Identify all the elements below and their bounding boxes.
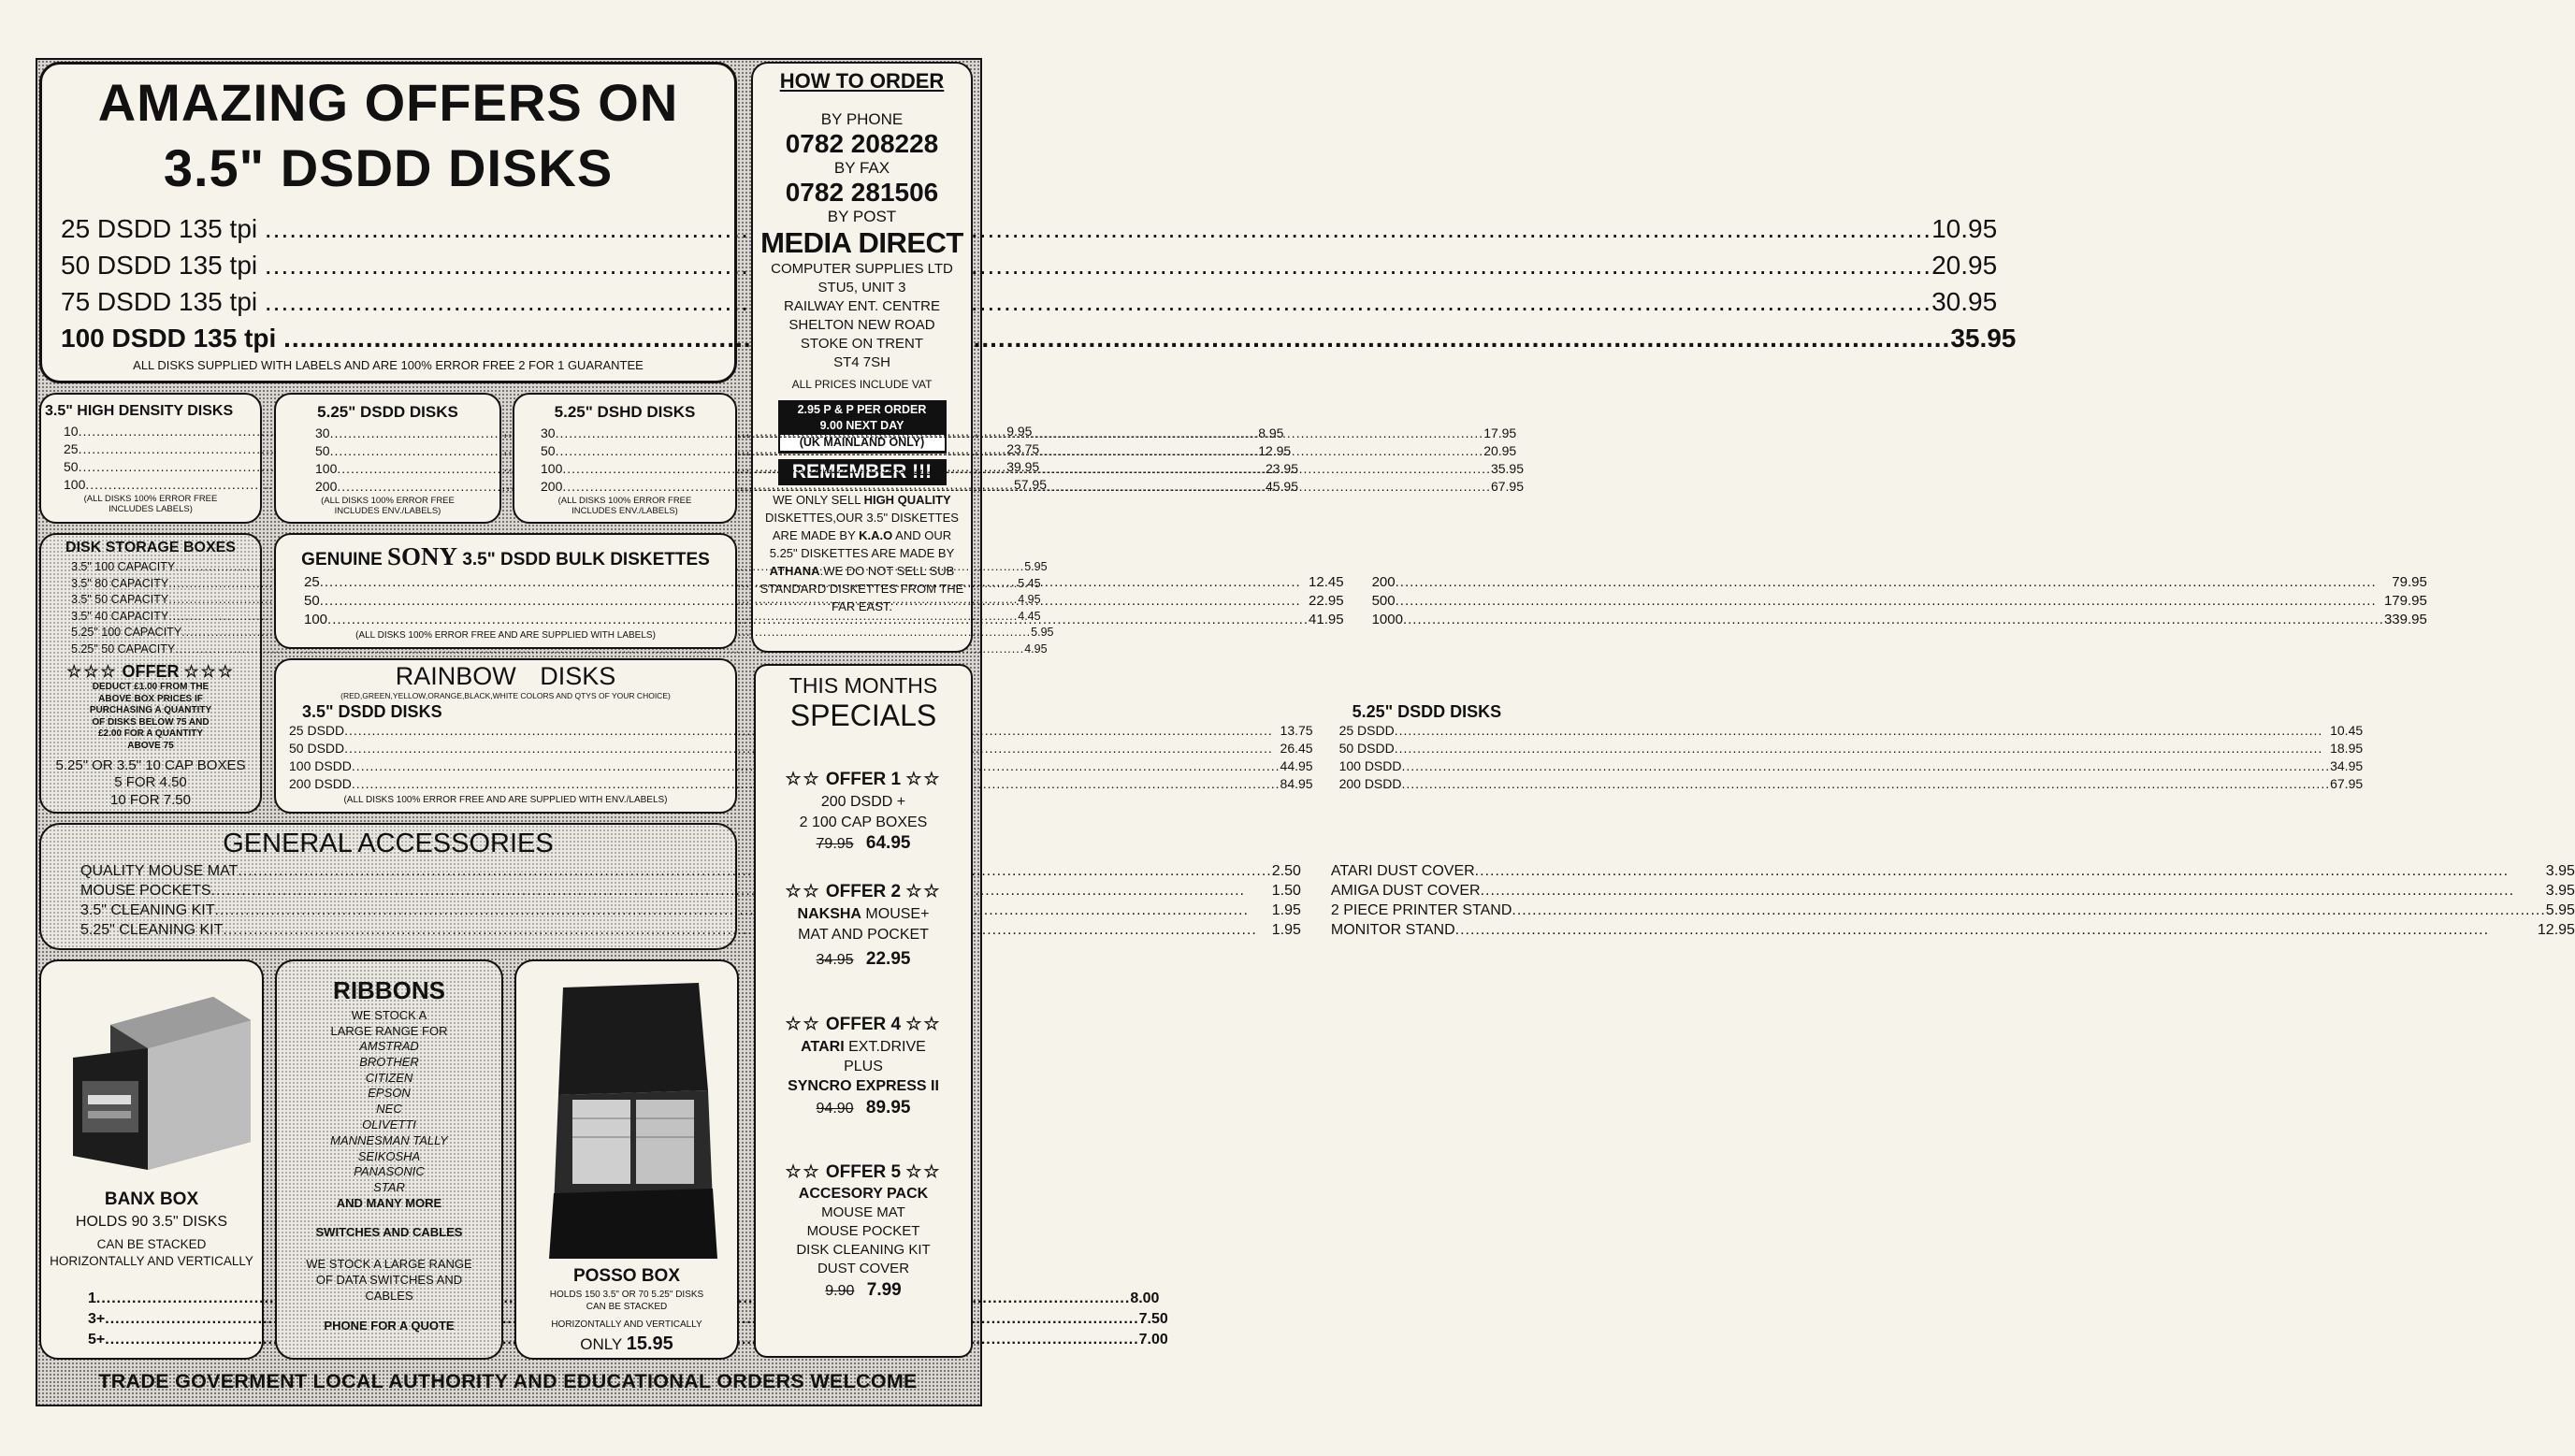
remember-text-bold: ATHANA (769, 564, 820, 578)
cap-boxes-prices (41, 773, 260, 809)
price: 1.95 (1271, 902, 1301, 918)
qty: 25 (304, 574, 320, 590)
offer-line: 2 100 CAP BOXES (799, 814, 928, 830)
price-row (80, 901, 1301, 920)
posso-line: HOLDS 150 3.5" OR 70 5.25" DISKS (549, 1290, 704, 1300)
old-price: 9.90 (825, 1283, 855, 1299)
specials-title1: THIS MONTHS (788, 673, 938, 698)
price: 4.95 (1024, 642, 1048, 656)
item: MOUSE POCKETS (80, 883, 211, 899)
price: 4.95 (1018, 593, 1041, 606)
old-price: 34.95 (816, 952, 854, 968)
price: 57.95 (1013, 477, 1048, 492)
qty: 50 (64, 459, 79, 474)
offer-line (756, 904, 971, 925)
ribbons-stock (277, 1256, 501, 1304)
item: ATARI DUST COVER (1330, 863, 1475, 879)
note-line: (ALL DISKS 100% ERROR FREE (321, 496, 455, 506)
offer-bold: NAKSHA (797, 906, 861, 922)
offer-rest: MOUSE+ (861, 906, 930, 922)
headline-item-label: 25 DSDD 135 tpi (61, 214, 258, 243)
address-line: STOKE ON TRENT (800, 336, 924, 352)
qty: 50 (541, 443, 556, 458)
item: 200 DSDD (1338, 776, 1402, 791)
company-name: MEDIA DIRECT (760, 226, 963, 259)
price: 5.45 (1018, 576, 1041, 590)
price: 7.50 (1138, 1311, 1168, 1327)
star-icon: ☆☆ (905, 1015, 942, 1034)
dshd525-title: 5.25" DSHD DISKS (554, 403, 696, 421)
offer-2 (756, 881, 971, 970)
item: MONITOR STAND (1330, 922, 1455, 938)
item: 5.25" CLEANING KIT (80, 922, 224, 938)
headline-item-price: 30.95 (1931, 287, 1998, 316)
price: 9.95 (1006, 424, 1033, 439)
remember-text-part: DISKETTES,OUR 3.5" DISKETTES ARE MADE BY (765, 511, 959, 542)
item: 3.5" CLEANING KIT (80, 902, 215, 918)
price-row (1339, 722, 2364, 740)
hd-disks-title: 3.5" HIGH DENSITY DISKS (45, 403, 234, 419)
item: 25 DSDD (1338, 723, 1395, 738)
price-row (1372, 592, 2427, 611)
price: 7.00 (1138, 1332, 1168, 1348)
price: 179.95 (2383, 593, 2427, 609)
sony-right-column (1372, 573, 2427, 629)
offer-line: 200 DSDD + (820, 794, 906, 810)
item: 50 DSDD (1338, 741, 1395, 756)
qty: 1000 (1371, 612, 1403, 627)
headline-item-label: 100 DSDD 135 tpi (61, 324, 277, 353)
price: 12.45 (1309, 574, 1344, 590)
by-phone-label: BY PHONE (820, 110, 904, 128)
price-row (1331, 920, 2575, 940)
qty: 50 (315, 443, 330, 458)
sony-title-part: GENUINE (301, 550, 383, 569)
price: 41.95 (1309, 612, 1344, 627)
rainbow-right-list (1339, 722, 2364, 793)
qty: 25 (64, 441, 79, 456)
offer-4-price (756, 1098, 971, 1118)
storage-title: DISK STORAGE BOXES (65, 540, 236, 555)
note-line: (ALL DISKS 100% ERROR FREE (557, 496, 692, 506)
price: 4.45 (1018, 609, 1041, 623)
address-line: COMPUTER SUPPLIES LTD (771, 261, 953, 277)
offer-line: DEDUCT £1.00 FROM THE (92, 682, 210, 692)
item: 5.25" 50 CAPACITY (71, 642, 176, 656)
offer-title: OFFER (122, 662, 180, 681)
price-row (1331, 861, 2575, 881)
posso-line: CAN BE STACKED (586, 1302, 668, 1312)
price: 1.50 (1271, 883, 1301, 899)
address-line: STU5, UNIT 3 (817, 280, 906, 296)
item: 3.5" 50 CAPACITY (71, 593, 169, 606)
price-row (1339, 775, 2364, 793)
price: 79.95 (2392, 574, 2427, 590)
offer-5 (756, 1161, 971, 1301)
price-row (1372, 573, 2427, 592)
remember-text-bold: HIGH QUALITY (863, 493, 951, 507)
remember-text-part: AND OUR 5.25" DISKETTES ARE MADE BY (769, 528, 955, 560)
cap-boxes-title: 5.25" OR 3.5" 10 CAP BOXES (55, 757, 246, 773)
qty: 1 (88, 1290, 96, 1306)
rainbow-right-column (1339, 702, 2364, 793)
by-fax-label: BY FAX (833, 159, 890, 177)
price: 22.95 (1309, 593, 1344, 609)
item: 3.5" 40 CAPACITY (71, 609, 169, 623)
offer-1-price (756, 833, 971, 854)
offer-4 (756, 1014, 971, 1118)
headline-item-price: 10.95 (1931, 214, 1998, 243)
new-price: 89.95 (865, 1098, 911, 1117)
posso-box (514, 959, 739, 1360)
item: 50 DSDD (289, 741, 345, 756)
price: 39.95 (1006, 459, 1040, 474)
stock-line: WE STOCK A LARGE RANGE (306, 1256, 472, 1271)
star-icon: ☆☆ (785, 770, 821, 789)
note-line: INCLUDES ENV./LABELS) (334, 506, 441, 516)
sony-note: (ALL DISKS 100% ERROR FREE AND ARE SUPPLIED WITH LABELS) (355, 630, 656, 641)
sony-brand: SONY (387, 542, 458, 570)
star-icon: ☆☆☆ (183, 662, 235, 681)
offer-2-lines (756, 904, 971, 945)
price: 10.45 (2330, 723, 2364, 738)
price: 20.95 (1483, 443, 1517, 458)
offer-title: OFFER 1 (825, 770, 902, 789)
price-row (304, 592, 1344, 611)
qty: 200 (315, 479, 338, 494)
pp-line: (UK MAINLAND ONLY) (780, 435, 945, 451)
brand: OLIVETTI (362, 1117, 416, 1132)
offer-bold: ATARI (801, 1039, 845, 1055)
address-line: SHELTON NEW ROAD (788, 317, 935, 333)
qty: 100 (315, 461, 338, 476)
price-row (1372, 611, 2427, 629)
ribbons-brands (277, 1039, 501, 1196)
accessories-right-column (1331, 861, 2575, 940)
dshd525-note (514, 496, 735, 516)
ribbons-more: AND MANY MORE (336, 1195, 442, 1210)
offer-4-heading (756, 1014, 971, 1035)
qty: 3+ (88, 1311, 106, 1327)
price: 44.95 (1280, 758, 1313, 773)
brand: CITIZEN (365, 1070, 413, 1085)
price-row (80, 920, 1301, 940)
note-line: INCLUDES ENV./LABELS) (571, 506, 678, 516)
qty: 200 (541, 479, 563, 494)
rainbow-right-title: 5.25" DSDD DISKS (1352, 702, 1502, 721)
offer-title: OFFER 2 (825, 882, 902, 901)
price: 8.95 (1258, 425, 1284, 440)
hd-disks-note (41, 494, 260, 514)
price-row (304, 611, 1344, 629)
banx-line: HORIZONTALLY AND VERTICALLY (50, 1254, 253, 1268)
star-icon: ☆☆☆ (66, 662, 118, 681)
note-line: INCLUDES LABELS) (108, 504, 193, 514)
price: 35.95 (1490, 461, 1525, 476)
star-icon: ☆☆ (785, 882, 821, 901)
offer-line: DISK CLEANING KIT (796, 1242, 931, 1258)
offer-line: MOUSE POCKET (806, 1223, 920, 1239)
offer-2-heading (756, 881, 971, 902)
ribbons-switches: SWITCHES AND CABLES (315, 1224, 463, 1239)
vat-note: ALL PRICES INCLUDE VAT (791, 378, 933, 391)
price-row (1331, 901, 2575, 920)
sony-left-column (304, 573, 1344, 629)
price: 2.50 (1271, 863, 1301, 879)
by-post-label: BY POST (827, 208, 897, 225)
address-line: ST4 7SH (833, 354, 890, 370)
price: 3.95 (2545, 883, 2575, 899)
remember-text-part: WE ONLY SELL (773, 493, 864, 507)
item: 3.5" 80 CAPACITY (71, 576, 169, 590)
offer-rest: EXT.DRIVE (844, 1039, 926, 1055)
old-price: 79.95 (816, 836, 854, 852)
banx-lines (41, 1236, 262, 1270)
qty: 30 (541, 425, 556, 440)
offer-bold-line: ACCESORY PACK (798, 1186, 929, 1202)
price: 23.75 (1006, 441, 1040, 456)
brand: SEIKOSHA (357, 1148, 421, 1163)
price: 339.95 (2383, 612, 2427, 627)
posso-title: POSSO BOX (572, 1266, 681, 1286)
sony-title-part: 3.5" DSDD BULK DISKETTES (462, 550, 710, 569)
storage-offer-heading (41, 662, 260, 682)
price: 26.45 (1280, 741, 1313, 756)
address-block (753, 260, 971, 372)
brand: STAR (373, 1180, 405, 1195)
qty: 100 (541, 461, 563, 476)
brand: MANNESMAN TALLY (330, 1132, 448, 1147)
price-row (80, 881, 1301, 901)
cap-line: 10 FOR 7.50 (110, 792, 191, 808)
offer-line: MAT AND POCKET (798, 927, 929, 943)
rainbow-left-title: 3.5" DSDD DISKS (302, 702, 442, 721)
sony-title (276, 542, 735, 571)
price: 5.95 (1031, 626, 1054, 639)
star-icon: ☆☆ (905, 1162, 942, 1182)
dsdd525-title: 5.25" DSDD DISKS (317, 403, 458, 421)
item: 200 DSDD (289, 776, 352, 791)
star-icon: ☆☆ (785, 1015, 821, 1034)
stock-line: CABLES (365, 1288, 413, 1303)
posso-price: 15.95 (626, 1333, 673, 1354)
headline-line1: AMAZING OFFERS ON (97, 73, 679, 132)
rainbow-subtitle: (RED,GREEN,YELLOW,ORANGE,BLACK,WHITE COLORS AND QTYS OF YOUR CHOICE) (340, 691, 671, 700)
headline-note: ALL DISKS SUPPLIED WITH LABELS AND ARE 100% ERROR FREE 2 FOR 1 GUARANTEE (133, 358, 644, 372)
dsdd525-note (276, 496, 499, 516)
price: 45.95 (1265, 479, 1299, 494)
offer-title: OFFER 4 (825, 1015, 902, 1034)
headline-item-price: 35.95 (1950, 324, 2017, 353)
posso-lines (516, 1289, 737, 1331)
price: 5.95 (2545, 902, 2575, 918)
item: 100 DSDD (289, 758, 352, 773)
posso-line: HORIZONTALLY AND VERTICALLY (551, 1319, 702, 1330)
price: 5.95 (1024, 560, 1048, 573)
posso-price-line (516, 1333, 737, 1355)
brand: AMSTRAD (359, 1039, 419, 1053)
price-row (1339, 757, 2364, 775)
rainbow-note: (ALL DISKS 100% ERROR FREE AND ARE SUPPLIED WITH ENV./LABELS) (343, 795, 668, 805)
price: 1.95 (1271, 922, 1301, 938)
price: 12.95 (2537, 922, 2575, 938)
brand: BROTHER (359, 1054, 419, 1069)
ribbons-title: RIBBONS (333, 976, 445, 1004)
price: 67.95 (1490, 479, 1525, 494)
offer-4-lines (756, 1037, 971, 1096)
qty: 5+ (88, 1332, 106, 1348)
offer-line (756, 1037, 971, 1057)
price-row (80, 861, 1301, 881)
item: QUALITY MOUSE MAT (80, 863, 239, 879)
banx-title: BANX BOX (104, 1189, 199, 1209)
phone-number: 0782 208228 (785, 129, 939, 158)
headline-item-label: 50 DSDD 135 tpi (61, 251, 258, 280)
offer-bold-line: SYNCRO EXPRESS II (788, 1078, 939, 1094)
fax-number: 0782 281506 (785, 178, 939, 207)
offer-line: ABOVE BOX PRICES IF (98, 693, 203, 704)
price: 3.95 (2545, 863, 2575, 879)
price: 34.95 (2330, 758, 2364, 773)
offer-line: OF DISKS BELOW 75 AND (92, 716, 210, 728)
headline-line2: 3.5" DSDD DISKS (163, 138, 614, 197)
item: AMIGA DUST COVER (1330, 883, 1481, 899)
intro-line: WE STOCK A (351, 1008, 427, 1022)
old-price: 94.90 (816, 1101, 854, 1117)
remember-text-bold: K.A.O (859, 528, 893, 542)
specials-box (754, 664, 973, 1358)
stock-line: OF DATA SWITCHES AND (315, 1272, 463, 1287)
brand: EPSON (368, 1086, 411, 1101)
price: 13.75 (1280, 723, 1313, 738)
offer-5-heading (756, 1161, 971, 1183)
remember-banner: REMEMBER !!! (778, 459, 947, 485)
note-line: (ALL DISKS 100% ERROR FREE (83, 494, 218, 504)
price-row (71, 642, 1048, 658)
new-price: 64.95 (865, 833, 911, 853)
price: 23.95 (1265, 461, 1299, 476)
banx-sub: HOLDS 90 3.5" DISKS (75, 1214, 228, 1230)
price: 18.95 (2330, 741, 2364, 756)
offer-line: MOUSE MAT (821, 1204, 905, 1220)
qty: 100 (64, 477, 86, 492)
accessories-left-column (80, 861, 1301, 940)
price-row (1339, 740, 2364, 757)
cap-line: 5 FOR 4.50 (114, 774, 187, 790)
offer-line: PURCHASING A QUANTITY (89, 705, 212, 715)
offer-1-lines (756, 792, 971, 833)
price-row (304, 573, 1344, 592)
brand: NEC (376, 1102, 402, 1117)
ribbons-quote: PHONE FOR A QUOTE (324, 1318, 455, 1333)
ribbons-intro (277, 1007, 501, 1039)
posso-only: ONLY (580, 1335, 622, 1353)
price-row (71, 592, 1041, 609)
posso-box-photo (535, 978, 722, 1259)
accessories-title: GENERAL ACCESSORIES (223, 829, 554, 858)
star-icon: ☆☆ (785, 1162, 821, 1182)
price: 84.95 (1280, 776, 1313, 791)
item: 25 DSDD (289, 723, 345, 738)
headline-item-price: 20.95 (1931, 251, 1998, 280)
offer-5-price (756, 1280, 971, 1301)
new-price: 7.99 (866, 1280, 902, 1300)
star-icon: ☆☆ (905, 770, 942, 789)
qty: 50 (304, 593, 320, 609)
ribbons-box (275, 959, 503, 1360)
offer-5-lines (756, 1185, 971, 1278)
brand: PANASONIC (354, 1164, 425, 1179)
qty: 200 (1371, 574, 1396, 590)
price: 17.95 (1483, 425, 1517, 440)
headline-item-label: 75 DSDD 135 tpi (61, 287, 258, 316)
item: 5.25" 100 CAPACITY (71, 626, 182, 639)
price-row (1331, 881, 2575, 901)
price: 8.00 (1130, 1290, 1160, 1306)
offer-line: £2.00 FOR A QUANTITY (97, 728, 204, 739)
qty: 10 (64, 424, 79, 439)
offer-2-price (756, 949, 971, 970)
offer-line: DUST COVER (817, 1261, 910, 1276)
specials-title2: SPECIALS (789, 699, 937, 732)
offer-title: OFFER 5 (825, 1162, 902, 1182)
banx-line: CAN BE STACKED (96, 1237, 207, 1251)
new-price: 22.95 (865, 949, 911, 969)
star-icon: ☆☆ (905, 882, 942, 901)
item: 2 PIECE PRINTER STAND (1330, 902, 1512, 918)
price: 67.95 (2330, 776, 2364, 791)
remember-text-part: .WE DO NOT SELL SUB STANDARD DISKETTES FROM THE FAR EAST. (759, 564, 964, 613)
qty: 30 (315, 425, 330, 440)
pp-line: 9.00 NEXT DAY (819, 419, 904, 432)
how-to-order-title: HOW TO ORDER (779, 69, 945, 93)
intro-line: LARGE RANGE FOR (330, 1024, 448, 1038)
qty: 100 (304, 612, 328, 627)
storage-offer-text (41, 682, 260, 752)
address-line: RAILWAY ENT. CENTRE (784, 298, 940, 314)
pp-line: 2.95 P & P PER ORDER (797, 403, 927, 416)
offer-line: PLUS (844, 1059, 883, 1074)
item: 3.5" 100 CAPACITY (71, 560, 176, 573)
banx-box-photo (54, 978, 251, 1175)
price: 12.95 (1258, 443, 1292, 458)
offer-line: ABOVE 75 (127, 740, 174, 751)
footer-banner: TRADE GOVERMENT LOCAL AUTHORITY AND EDUCATIONAL ORDERS WELCOME (98, 1370, 918, 1392)
item: 100 DSDD (1338, 758, 1402, 773)
offer-1 (756, 769, 971, 854)
offer-1-heading (756, 769, 971, 790)
qty: 500 (1371, 593, 1396, 609)
rainbow-title: RAINBOW DISKS (395, 662, 616, 690)
